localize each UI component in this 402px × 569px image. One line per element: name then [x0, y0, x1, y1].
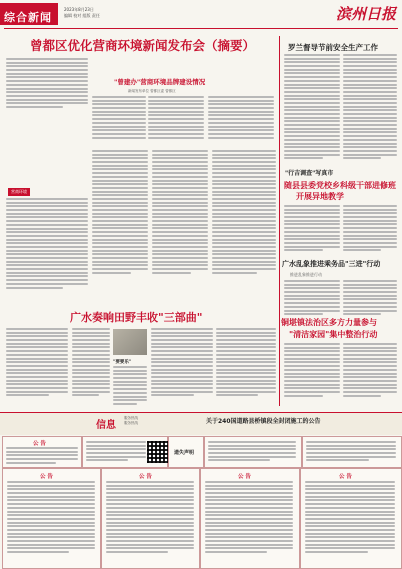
info-meta-hotline: 服务热线 — [124, 416, 138, 420]
right-title-clean-a: 铜堪镇法治区多方力量参与 — [281, 318, 377, 327]
right-party-text-b — [343, 205, 397, 253]
right-clean-text-a — [284, 343, 340, 398]
center-lower-b — [152, 150, 208, 275]
center-text-c — [208, 96, 274, 140]
qr-code — [147, 441, 169, 463]
page-header — [0, 0, 402, 30]
right-title-guangshui: 广水乱象推进乘务品"三进"行动 — [282, 260, 381, 268]
bottom-text-c — [113, 366, 147, 407]
lost-notice-cell — [168, 436, 204, 468]
bottom-text-e — [216, 328, 276, 398]
right-guangshui-text-b — [343, 280, 397, 317]
notice-cell-6 — [101, 468, 200, 569]
notice-cell-2 — [82, 436, 168, 468]
notice-cell-7 — [200, 468, 300, 569]
lost-notice-title: 遗失声明 — [174, 450, 195, 456]
right-title-clean-b: "清洁家园"集中整治行动 — [289, 330, 378, 339]
header-meta — [64, 7, 204, 19]
right-title-safety: 罗兰督导节前安全生产工作 — [288, 43, 378, 52]
center-text-b — [148, 96, 204, 140]
left-intro-text — [6, 58, 88, 110]
byline: 新闻发布单位 曾都区委 曾都区 — [128, 89, 176, 93]
notice-cell-1 — [2, 436, 82, 468]
notice-title-8: 公 告 — [339, 474, 352, 480]
right-title-party-school-b: 开展异地教学 — [296, 192, 344, 201]
info-logo: 信息 — [96, 420, 116, 431]
header-meta-editors: 编辑 校对 组版 责任 — [64, 13, 100, 18]
info-meta — [124, 416, 204, 426]
notice-cell-3 — [204, 436, 302, 468]
section-title: 综合新闻 — [4, 11, 52, 24]
main-headline: 曾都区优化营商环境新闻发布会（摘要） — [30, 38, 256, 53]
sub-headline: "曾建办"营商环境品牌建设情况 — [114, 78, 206, 86]
notice-title-7: 公 告 — [238, 474, 251, 480]
right-party-text-a — [284, 205, 340, 253]
header-rule — [4, 28, 398, 29]
right-title-party-school-a: 随县县委党校乡科级干部进修班 — [284, 181, 396, 190]
bottom-headline: 广水奏响田野丰收"三部曲" — [70, 311, 203, 324]
right-safety-text-a — [284, 54, 340, 161]
notice-cell-5 — [2, 468, 101, 569]
center-text-a — [92, 96, 146, 140]
section-bar — [0, 3, 58, 25]
mid-column-title: "要要乐" — [113, 360, 132, 365]
notice-cell-4 — [302, 436, 402, 468]
right-guangshui-text-a — [284, 280, 340, 317]
notice-title-5: 公 告 — [40, 474, 53, 480]
center-lower-a — [92, 150, 148, 275]
right-safety-text-b — [343, 54, 397, 161]
info-meta-hotline-2: 服务热线 — [124, 421, 138, 425]
road-closure-notice-title: 关于240国道路县桥镇段全封闭施工的公告 — [206, 418, 321, 425]
right-column-rule — [279, 36, 280, 406]
feature-photo-1 — [113, 329, 147, 355]
center-lower-c — [212, 150, 276, 275]
header-meta-date: 2023年8月23日 — [64, 7, 94, 12]
notice-title-1: 公 告 — [33, 441, 46, 447]
right-clean-text-b — [343, 343, 397, 398]
newspaper-brand: 滨州日报 — [335, 5, 396, 23]
bottom-text-a — [6, 328, 68, 398]
right-subtitle-guangshui: 推进乱象推进行动 — [290, 272, 322, 277]
right-subtitle-survey: "行吉调查"写真市 — [285, 170, 334, 177]
notice-cell-8 — [300, 468, 402, 569]
bottom-text-d — [151, 328, 213, 398]
left-column-label: 营商环境 — [8, 188, 30, 196]
notice-title-6: 公 告 — [139, 474, 152, 480]
left-column-text — [6, 198, 88, 290]
bottom-text-b — [72, 328, 110, 398]
